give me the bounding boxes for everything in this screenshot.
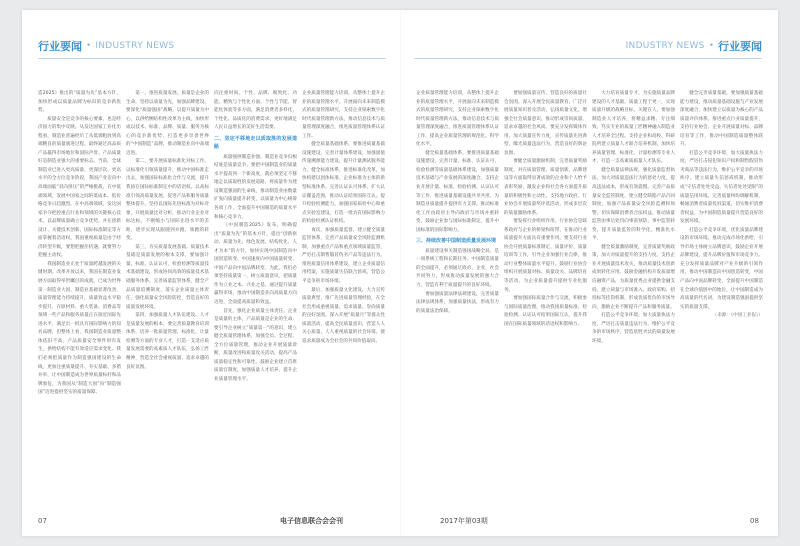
paragraph: 第二，要开展质量标准化对标工作。以标准化引领质量提升，推动中国标准走出去，加强国际标准化合作与交流，提升我国在国际标准制定中的话语权，以高标准引领高质量发展，促进产品和服务质量整体提升。坚持以国际先进标准为对标对象，开展质量比对分析，推动行业企业对标达标，不断缩小与国际先进水平的差距，逐步实现从跟随到并跑、领跑的转变。 (126, 159, 209, 242)
text-column-4 (302, 90, 385, 502)
paragraph: 打造公平竞争环境，优化质量品牌建设的市场环境。推动完成市场化供给，引导市场主体树立品牌意识，鼓励企业开展品牌建设，提升品牌价值和市场竞争力。充分发挥质量品牌对产业升级的引领作用，推动中国制造向中国创造转变，中国产品向中国品牌转变，全面提升中国制造在全球价值链中的地位，让中国制造成为高质量的代名词，为建设制造强国提供坚实的质量支撑。 (680, 227, 763, 310)
paragraph: 第四，加强质量人才队伍建设。人才是质量发展的根本，要完善质量教育培训体系，培养一批质量管理、标准化、计量检测等方面的专业人才，打造一支适应质量发展需要的高素质人才队伍，弘扬工匠精神，营造全社会重视质量、追求卓越的良好氛围。 (126, 313, 209, 370)
paragraph: 要加强国际质量合作与交流，积极参与国际质量治理，推动我国质量标准、检验检测、认证认可结果国际互认，提升我国在国际质量领域的话语权和影响力。 (504, 296, 587, 327)
paragraph: 打造公平竞争环境，加大质量执法力度，严厉打击侵犯知识产权和制售假冒伪劣商品等违法行为，维护公平竞争的市场秩序。建立质量失信惩戒机制，推动形成“守信者处处受益、失信者处处受限”的质量信用环境。完善质量纠纷调解机制，畅通消费者质量投诉渠道，切实维护消费者权益，为中国制造质量提升营造良好的发展环境。 (680, 150, 763, 225)
page-number-left: 07 (38, 517, 47, 525)
section-header-right (626, 38, 762, 54)
paragraph: 首先，强化企业质量主体责任。企业是质量的主体，产品质量是企业的生命。要引导企业树立“质量第一”的意识，建立健全质量管理体系，加强全员、全过程、全方位质量管理，推动企业开展质量诊断、质量改进和质量攻关活动，提高产品质量稳定性和可靠性。鼓励企业建立首席质量官制度，加强质量人才培养，提升企业质量管理水平。 (214, 308, 297, 382)
text-column-3 (214, 90, 297, 502)
text-column-6 (504, 90, 587, 502)
magazine-spread (22, 10, 778, 536)
section-header-left (38, 38, 174, 54)
paragraph: 健全质量基础体系，要推进质量基础设施建设，完善计量体系建设，加强量值传递溯源能力建设，提升计量测试服务能力。健全标准体系，推进标准化改革，加快构建以团体标准、企业标准为主体的新型标准体系。完善认证认可体系，扩大认证覆盖范围，推动认证结果国际互认。提升检验检测能力，加强国家质检中心和重点实验室建设，打造一批具有国际影响力的检验检测认证机构。 (302, 142, 385, 225)
paragraph: 健全质量基础体系，要推进质量基础设施建设，完善计量、标准、认证认可、检验检测等质量基础体系建设，加强质量技术基础与产业发展的深度融合，支持企业开展计量、标准、检验检测、认证认可等工作，推进质量基础设施共享共用，为制造业质量提升提供有力支撑。推动标准化工作由政府主导向政府与市场并重转变，鼓励企业参与国际标准制定，提升中国标准的国际影响力。 (416, 150, 499, 233)
page-number-right: 08 (750, 517, 759, 525)
paragraph: 健全质量激励制度，完善质量奖励政策，加大对质量提升的支持力度。支持企业开展质量技术攻关，推动质量技术创新成果转化应用。鼓励金融机构开发质量增信融资产品，为质量优秀企业提供金融支持。建立质量与市场准入、政府采购、招投标等挂钩机制，形成优质优价的市场导向，激励企业不断提升产品和服务质量。 (592, 244, 675, 310)
section-title-cn: 行业要闻 (38, 40, 82, 53)
text-column-5 (416, 90, 499, 502)
paragraph: 健全完善质量基础，要加强质量基础能力建设，推动质量基础设施与产业发展深度融合，加快建立以质量为核心的产品质量评价体系。推进重点行业质量提升，支持行业协会、企业开展质量对标、品牌培育等工作，推动中国制造质量整体跃升。 (680, 91, 763, 148)
text-column-1 (38, 90, 121, 502)
paragraph: 大力培育质量专才，为实施质量品牌建设的人才基础。质量工程于更一，实现质量升级的战略目标，关键在人，要加强制造业人才培养，将精益求精、专注细致、笃实专业的质量工匠精神融入制造业人才培养全过程。支持企业和高校、科研院所建立质量人才联合培养机制，加快培养质量管理、标准化、计量检测等专业人才，打造一支高素质质量人才队伍。 (592, 91, 675, 165)
paragraph: 健全质量法律法规，强化质量监督执法，加大对质量违法行为的惩处力度，提高违法成本，形成有效震慑。完善产品质量安全监管制度，建立健全缺陷产品召回制度，加强产品质量安全风险监测和预警，切实保障消费者合法权益。推动质量监管由事后处罚向事前预防、事中监管转变，提升质量监管的科学化、精准化水平。 (592, 167, 675, 242)
paragraph: 第一，推进质量发展。质量是企业的生命，坚持以质量为先，加强品牌建设。要深化“质量强国”战略，以提升质量为中心，以供给侧结构性改革为主线，加快形成以技术、标准、品牌、质量、服务为核心的竞争新优势，打造更多享誉世界的“中国制造”品牌，推动制造业向中高端迈进。 (126, 91, 209, 156)
paragraph: 《中国制造2025》发布，明确提出“质量为先”的基本方针，提出“创新驱动、质量为先、绿色发展、结构优化、人才为本”的方针，加快实现中国制造向中国创造转变、中国速度向中国质量转变、中国产品向中国品牌转变。为此，我们必须坚持质量第一，树立质量意识，把质量作为立业之本、兴业之基，通过提升质量赢得市场，推动中国制造业向高质量方向迈进，全面提高质量和效益。 (214, 223, 297, 306)
paragraph: 第三，夯实质量发展基础。质量技术基础是质量发展的根本支撑，要加强计量、标准、认证认可、检验检测等质量技术基础建设，形成协同高效的质量技术基础服务体系。完善质量监管体系，健全产品质量追溯制度，落实企业质量主体责任，强化质量安全风险防控，营造良好的质量发展环境。 (126, 244, 209, 310)
section-title-en: INDUSTRY NEWS (625, 41, 705, 51)
paragraph: 造2025》推出的“质量为先”基本方针，加快形成以质量品牌为标识的竞争新优势。 (38, 91, 121, 114)
paragraph: 向注重时尚、个性、品牌、细致化，功能、精致与个性化方面、个性与节能、智能化体验等多方面，满足消费者多样化、个性化、品质化的消费需求，更好地满足人民日益增长的美好生活需要。 (214, 91, 297, 131)
paragraph: 质量强则制造业强，制造业竞争归根结底是质量竞争。要把中国制造业的质量水平提高到一个新高度，就必须坚定不移地走以质取胜的发展道路，将质量作为建设制造强国的生命线，推动制造业由数量扩张向质量提升转变，以质量为中心统筹各项工作，全面提升中国制造的质量水平和核心竞争力。 (214, 154, 297, 220)
paragraph: 质量安全是竞争的核心要素，也是经济国力的集中反映。从发达国家工业化历程看，制造业普遍经历了从低端粗放到高端精良的质量演进过程，最终通过高品质产品赢得市场地位和国际声誉。产品质量好是制造业强大的重要标志。当前，全球制造业已进入更高质量、更深层次、更高水平的全方位竞争阶段，我国产业迈向中高端面临“双向挤压”的严峻挑战，在中低端领域，发展中国家之间的低成本、低价格竞争日趋激烈，在中高端领域，发达国家争夺把控重点行业和领域的关键核心技术，以品牌质量确立竞争优势。并在创新设计、关键技术创新、国际标准制定等方面掌握着话语权，我国重视质量是由于经济转型升级，要想把握住机遇，就要努力把握主动权。 (38, 116, 121, 259)
article-source: （来源：《中国工业报》） (712, 313, 763, 319)
text-column-8 (680, 90, 763, 502)
paragraph: 再次，加强质量监督。建立健全质量监管体系，完善产品质量安全风险监测机制，加强重点产品和重点领域质量监管，严厉打击制售假冒伪劣产品等违法行为。推进质量信用体系建设，建立企业质量信用档案，实施质量失信联合惩戒，营造公平竞争的市场环境。 (302, 227, 385, 285)
paragraph: 我国制造业正处于质量跨越发展的关键时期。改革开放以来，我国在制造业发展方面取得举世瞩目的成就，已成为世界第一制造业大国，制造业基础显著改善，质量管理能力持续提升，质量效益水平稳步提升，在原材料、重大装备、消费品等领域一些产品和服务质量正在接近国际先进水平，满足出一批具有国际影响力的知名品牌，但整体上看，我国制造业质量整体依旧不高，产品质量安全事件时有发生，供给结构不能有效适应需求变化。我们必须把质量作为制造强国建设的生命线，更加注重质量提升、夯实基础、多措并举，让中国制造成为世界质量标杆和品牌象征，为我国从“制造大国”向“制造强国”迈进提供坚实的质量保障。 (38, 261, 121, 396)
issue-label: 2017年第03期 (440, 517, 488, 525)
section-title-cn: 行业要闻 (718, 40, 762, 53)
section-heading: 二、坚定不移地走以质取胜的发展道路 (214, 135, 297, 151)
paragraph: 要加强质量法律法规建设，完善质量法律法规体系，加强质量执法，形成有力的质量法治保障。 (416, 291, 499, 314)
magazine-name: 电子信息联合会会刊 (280, 517, 343, 525)
paragraph: 质量建设事关制造强国战略全局，是一项系统工程和长期任务。中国制造质量的全面提升，必须通过政府、企业、社会共同努力，形成推动质量发展的强大合力，营造有利于质量提升的良好环境。 (416, 248, 499, 288)
paragraph: 要加强质量宣传，营造良好的质量社会氛围。深入开展全民质量教育，广泛开展质量知识普及活动，弘扬质量文化，增强全社会质量意识，推动形成崇尚质量、追求卓越的社会风尚。要充分发挥媒体作用，加大质量宣传力度，宣传质量先进典型，曝光质量违法行为，营造良好的舆论氛围。 (504, 91, 587, 156)
section-heading: 三、持续改善中国制造质量发展环境 (416, 238, 497, 245)
header-separator: • (86, 41, 92, 51)
page-gutter (400, 10, 401, 536)
paragraph: 要健全质量激励机制，完善质量奖励制度，对在质量管理、质量创新、品牌建设等方面取得显著成效的企业和个人给予表彰奖励，激发企业和社会各方面提升质量的积极性和主动性。支持地方政府、行业协会开展质量奖评选活动，形成多层次的质量激励体系。 (504, 159, 587, 216)
paragraph: 企业质量管理能力培训，从整体上提升企业的质量管理水平，开展面向未来制造模式的质量管理研究，支持企业探索数字化时代质量管理新方法，推动信息技术与质量管理深度融合，推进质量管理体系认证工作，提高企业质量管理的规范化、科学化水平。 (416, 91, 499, 148)
header-rule-right (414, 58, 762, 59)
paragraph: 要发挥行业组织作用。行业协会是联系政府与企业的桥梁和纽带，在推动行业质量提升方面具有重要作用。要支持行业协会开展质量标准制定、质量评价、质量培训等工作，引导企业加强行业自律，推动行业整体质量水平提升。鼓励行业协会组织开展质量对标、质量攻关、品牌培育等活动，为企业质量提升提供专业化服务。 (504, 219, 587, 293)
paragraph: 最后，加强质量文化建设。大力宣传质量典型，推广先进质量管理经验，在全社会形成重视质量、追求质量、崇尚质量的良好氛围。深入开展“质量月”等群众性质量活动，提高全民质量意识，营造人人关心质量、人人重视质量的社会环境，使追求质量成为全社会的共同价值取向。 (302, 287, 385, 344)
paragraph: 企业质量管理能力培训，从整体上提升企业的质量管理水平。开展面向未来制造模式的质量管理研究，支持企业探索数字化时代质量管理新方法，推动信息技术与质量管理深度融合，推进质量管理体系认证工作。 (302, 91, 385, 139)
header-rule-left (38, 58, 386, 59)
section-title-en: INDUSTRY NEWS (95, 41, 175, 51)
header-separator: • (708, 41, 714, 51)
paragraph: 打造公平竞争环境，加大质量执法力度，严厉打击质量违法行为，维护公平竞争的市场秩序，营造优胜劣汰的质量发展环境。 (592, 313, 675, 344)
text-column-7 (592, 90, 675, 502)
text-column-2 (126, 90, 209, 502)
